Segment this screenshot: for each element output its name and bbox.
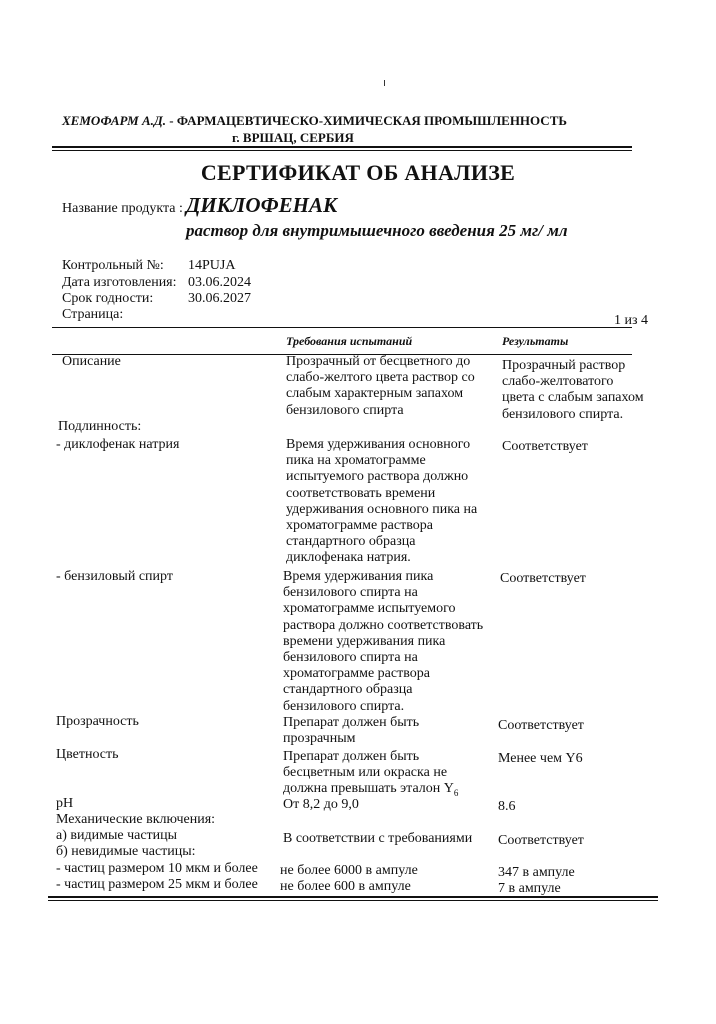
requirement-line: Прозрачный от бесцветного до [286,354,471,369]
table-row-particles-25um [56,877,258,893]
requirement-line: бензилового спирта [286,402,404,418]
requirement-cell [283,715,419,747]
requirement-line: соответствовать времени [286,485,436,501]
result-cell [502,358,644,423]
table-row-color [56,747,119,763]
result-line: Соответствует [498,833,584,848]
result-line: Соответствует [502,439,588,454]
param-cell: Подлинность: [58,419,142,434]
requirement-line: испытуемого раствора должно [286,469,469,485]
table-row-mechanical-inclusions [56,812,215,828]
batch-number-label: Контрольный №: [62,258,164,273]
product-name: ДИКЛОФЕНАК [186,193,338,217]
product-label: Название продукта : [62,201,183,216]
table-row-benzyl-alcohol [56,569,173,585]
requirement-cell [286,354,475,419]
page-label: Страница: [62,307,124,322]
company-header [62,113,567,129]
param-cell: - частиц размером 25 мкм и более [56,877,258,892]
requirement-line: не более 600 в ампуле [280,879,411,894]
table-row-visible-particles [56,828,177,844]
requirement-line: Время удерживания пика [283,569,434,584]
page-count: 1 из 4 [614,313,649,328]
table-row-diclofenac [56,437,179,453]
requirement-line: От 8,2 до 9,0 [283,797,359,812]
result-line: Соответствует [500,571,586,586]
table-row-description [62,354,121,370]
batch-number-value: 14PUJA [188,258,236,273]
requirement-cell [283,831,472,847]
requirement-text: должна превышать эталон Y [283,781,454,797]
table-bottom-rule-thick [48,896,658,898]
requirement-line: стандартного образца [286,534,416,550]
requirement-cell [280,863,418,879]
header-rule-thin [52,150,632,151]
requirement-cell [283,797,359,813]
result-line: слабо-желтоватого [502,374,614,390]
result-line: бензилового спирта. [502,406,624,422]
expiry-date-value: 30.06.2027 [188,291,251,306]
column-header-results: Результаты [502,334,569,348]
result-cell [498,799,516,815]
result-line: 347 в ампуле [498,865,575,880]
param-cell: Описание [62,354,121,369]
result-cell [502,439,588,455]
result-cell [498,718,584,734]
header-rule-thick [52,146,632,148]
param-cell: pH [56,796,74,811]
table-row-clarity [56,714,139,730]
document-title: СЕРТИФИКАТ ОБ АНАЛИЗЕ [200,160,516,185]
requirement-line: хроматограмме испытуемого [283,601,456,617]
requirement-line: бесцветным или окраска не [283,765,448,781]
company-name: ХЕМОФАРМ А.Д. [62,113,166,128]
requirement-line: бензилового спирта на [283,650,418,666]
table-bottom-rule-thin [48,900,658,901]
result-line: 8.6 [498,799,516,814]
requirement-line: хроматограмме раствора [283,666,430,682]
column-header-requirements: Требования испытаний [286,334,413,348]
requirement-line: Препарат должен быть [283,715,420,730]
table-row-invisible-particles [56,844,196,860]
company-description: - ФАРМАЦЕВТИЧЕСКО-ХИМИЧЕСКАЯ ПРОМЫШЛЕННОСТЬ [166,113,567,128]
requirement-line: бензилового спирта на [283,585,418,601]
param-cell: Механические включения: [56,812,216,827]
requirement-line: слабым характерным запахом [286,386,464,402]
result-cell [498,865,575,881]
company-city: г. ВРШАЦ, СЕРБИЯ [232,130,354,145]
requirement-line: удерживания основного пика на [286,501,478,517]
requirement-cell [283,569,483,715]
param-cell: а) видимые частицы [56,828,178,843]
requirement-line: слабо-желтого цвета раствор со [286,370,475,386]
requirement-cell [286,437,477,567]
table-top-rule [52,327,632,328]
standard-subscript: 6 [453,788,459,799]
result-cell [500,571,586,587]
result-line: цвета с слабым запахом [502,390,644,406]
requirement-line: В соответствии с требованиями [283,831,473,846]
scan-speck [384,80,385,86]
param-cell: - частиц размером 10 мкм и более [56,861,258,876]
requirement-line: прозрачным [283,731,356,747]
requirement-line: хроматограмме раствора [286,518,433,534]
param-cell: Прозрачность [56,714,139,729]
requirement-line: бензилового спирта. [283,698,405,714]
requirement-cell [283,749,458,801]
result-cell [498,751,583,767]
result-line: Менее чем Y6 [498,751,583,766]
requirement-line: времени удерживания пика [283,633,446,649]
requirement-line: раствора должно соответствовать [283,617,484,633]
table-row-ph [56,796,73,812]
requirement-line: Время удерживания основного [286,437,471,452]
manufacture-date-value: 03.06.2024 [188,275,251,290]
param-cell: - бензиловый спирт [56,569,173,584]
expiry-date-label: Срок годности: [62,291,154,306]
result-line: 7 в ампуле [498,881,561,896]
param-cell: Цветность [56,747,119,762]
table-row-particles-10um [56,861,258,877]
requirement-cell [280,879,411,895]
manufacture-date-label: Дата изготовления: [62,275,177,290]
requirement-line: Препарат должен быть [283,749,420,764]
param-cell: - диклофенак натрия [56,437,180,452]
result-cell [498,881,561,897]
result-line: Соответствует [498,718,584,733]
requirement-line: пика на хроматограмме [286,453,426,469]
table-row-identity [58,419,141,435]
product-form: раствор для внутримышечного введения 25 мг/ мл [186,221,568,240]
result-line: Прозрачный раствор [502,358,626,373]
param-cell: б) невидимые частицы: [56,844,196,859]
requirement-line: диклофенака натрия. [286,550,411,566]
result-cell [498,833,584,849]
requirement-line: стандартного образца [283,682,413,698]
requirement-line: не более 6000 в ампуле [280,863,418,878]
